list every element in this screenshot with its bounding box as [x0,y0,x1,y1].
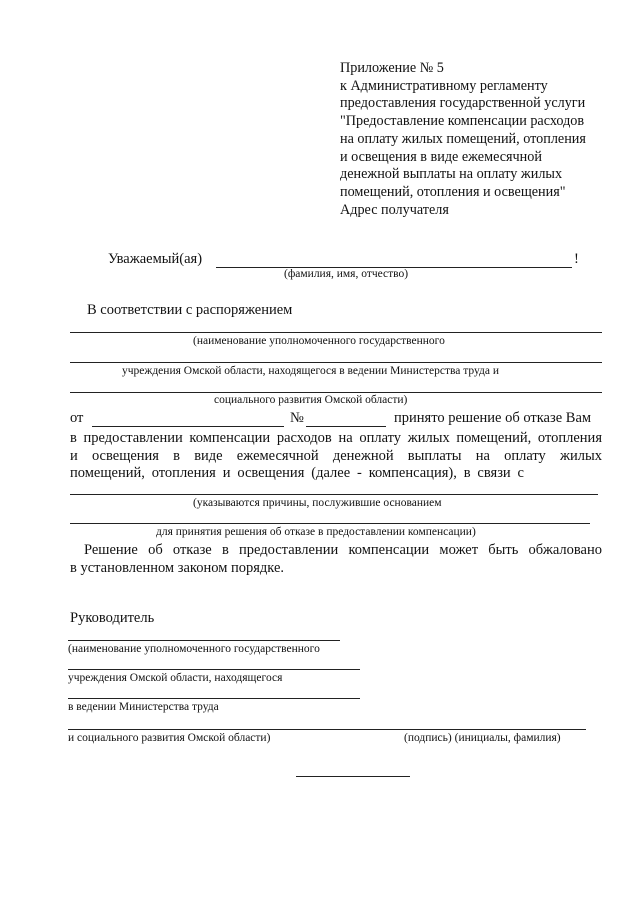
appendix-line: и освещения в виде ежемесячной [340,148,542,165]
org-name-line-3[interactable] [70,392,602,393]
from-label: от [70,410,84,426]
org-caption-2: учреждения Омской области, находящегося в ведении Министерства труда и [122,365,499,377]
appendix-header [340,60,586,219]
salutation: Уважаемый(ая) [108,251,203,267]
decision-paragraph-line: и освещения в виде ежемесячной денежной выплаты на оплату жилых [70,448,602,464]
org-caption-3: социального развития Омской области) [214,394,408,406]
sig-caption-1: (наименование уполномоченного государственного [68,643,320,655]
appendix-line: к Административному регламенту [340,77,548,94]
reason-line-2[interactable] [70,523,590,524]
appeal-line: в установленном законом порядке. [70,560,285,576]
sig-caption-4: и социального развития Омской области) [68,732,271,744]
appendix-line: Приложение № 5 [340,60,444,76]
closing-separator [296,776,410,777]
appendix-line: "Предоставление компенсации расходов [340,113,585,130]
date-field-line[interactable] [92,426,284,427]
signatory-title: Руководитель [70,610,155,626]
appendix-line: Адрес получателя [340,201,449,218]
sig-caption-2: учреждения Омской области, находящегося [68,672,283,684]
appeal-line: Решение об отказе в предоставлении компенсации может быть обжаловано [84,542,602,558]
number-label: № [290,410,304,426]
number-field-line[interactable] [306,426,386,427]
reason-caption-1: (указываются причины, послужившие основанием [193,497,442,509]
sig-org-line-1[interactable] [68,640,340,641]
sig-caption-3: в ведении Министерства труда [68,701,219,713]
decision-paragraph-line: помещений, отопления и освещения (далее - компенсация), в связи с [70,465,524,481]
sign-caption: (подпись) (инициалы, фамилия) [404,732,561,744]
reason-caption-2: для принятия решения об отказе в предоставлении компенсации) [156,526,476,538]
appendix-line: денежной выплаты на оплату жилых [340,166,563,183]
sig-org-line-3[interactable] [68,698,360,699]
signature-line[interactable] [68,729,586,730]
intro-text: В соответствии с распоряжением [87,302,293,318]
appendix-line: на оплату жилых помещений, отопления [340,130,586,147]
org-name-line-2[interactable] [70,362,602,363]
decision-text: принято решение об отказе Вам [394,410,592,426]
org-name-line-1[interactable] [70,332,602,333]
appendix-line: предоставления государственной услуги [340,95,586,112]
reason-line-1[interactable] [70,494,598,495]
sig-org-line-2[interactable] [68,669,360,670]
recipient-name-caption: (фамилия, имя, отчество) [284,268,409,280]
org-caption-1: (наименование уполномоченного государственного [193,335,445,347]
appendix-line: помещений, отопления и освещения" [340,183,566,200]
decision-paragraph-line: в предоставлении компенсации расходов на оплату жилых помещений, отопления [70,430,602,446]
exclamation-mark: ! [574,251,579,267]
